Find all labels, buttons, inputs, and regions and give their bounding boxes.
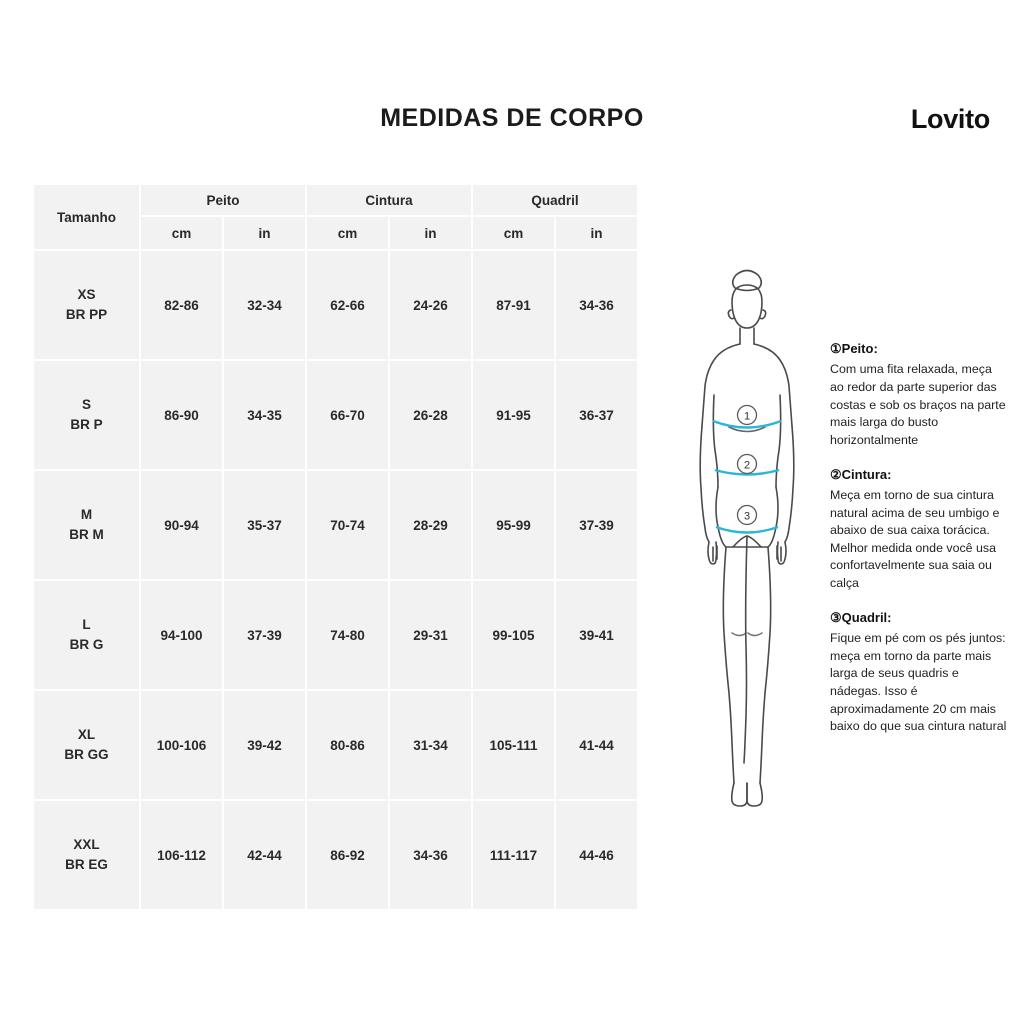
table-row <box>33 580 638 690</box>
note-cintura-body: Meça em torno de sua cintura natural acima de seu umbigo e abaixo de sua caixa torácica. Melhor medida onde você usa confortavelmente sua saia ou calça <box>830 487 1000 590</box>
cell-peito-cm: 90-94 <box>140 470 223 580</box>
note-quadril-title <box>830 609 1008 627</box>
cell-quadril-cm: 87-91 <box>472 250 555 360</box>
size-br-code: BR PP <box>65 307 108 322</box>
cell-quadril-cm: 111-117 <box>472 800 555 910</box>
note-quadril-body: Fique em pé com os pés juntos: meça em torno da parte mais larga de seus quadris e nádegas. Isso é aproximadamente 20 cm mais baixo do que sua cintura natural <box>830 631 1007 734</box>
column-group-cintura: Cintura <box>306 184 472 216</box>
size-table <box>32 183 639 911</box>
size-code: XS <box>77 287 96 303</box>
note-marker-2: ② <box>830 466 842 482</box>
cell-cintura-cm: 66-70 <box>306 360 389 470</box>
svg-text:1: 1 <box>743 410 751 423</box>
cell-quadril-in: 36-37 <box>555 360 638 470</box>
note-peito-label: Peito: <box>841 341 878 356</box>
row-size-label <box>33 250 140 360</box>
svg-text:3: 3 <box>743 510 751 523</box>
size-table-wrapper <box>32 183 639 911</box>
cell-cintura-in: 26-28 <box>389 360 472 470</box>
cell-quadril-in: 44-46 <box>555 800 638 910</box>
size-code: XL <box>77 727 96 743</box>
note-peito-title <box>830 340 1008 358</box>
column-group-quadril: Quadril <box>472 184 638 216</box>
row-size-label <box>33 360 140 470</box>
row-size-label <box>33 800 140 910</box>
body-diagram-svg <box>672 255 822 830</box>
note-peito-body: Com uma fita relaxada, meça ao redor da parte superior das costas e sob os braços na parte mais larga do busto horizontalmente <box>830 362 1006 447</box>
table-row <box>33 250 638 360</box>
table-group-header-row <box>33 184 638 216</box>
cell-quadril-in: 39-41 <box>555 580 638 690</box>
size-code: L <box>82 617 91 633</box>
note-cintura-title <box>830 466 1008 484</box>
cell-cintura-in: 29-31 <box>389 580 472 690</box>
column-group-peito: Peito <box>140 184 306 216</box>
cell-cintura-in: 28-29 <box>389 470 472 580</box>
size-br-code: BR EG <box>65 857 108 872</box>
unit-header-peito-cm: cm <box>140 216 223 250</box>
cell-quadril-in: 34-36 <box>555 250 638 360</box>
marker-3-group <box>738 506 757 525</box>
cell-cintura-cm: 70-74 <box>306 470 389 580</box>
note-quadril <box>830 609 1008 736</box>
size-br-code: BR G <box>69 637 104 652</box>
row-size-label <box>33 690 140 800</box>
unit-header-cintura-in: in <box>389 216 472 250</box>
cell-cintura-cm: 80-86 <box>306 690 389 800</box>
cell-cintura-in: 24-26 <box>389 250 472 360</box>
unit-header-quadril-in: in <box>555 216 638 250</box>
cell-quadril-cm: 99-105 <box>472 580 555 690</box>
table-row <box>33 360 638 470</box>
note-cintura <box>830 466 1008 593</box>
cell-peito-in: 37-39 <box>223 580 306 690</box>
unit-header-peito-in: in <box>223 216 306 250</box>
table-row <box>33 690 638 800</box>
size-br-code: BR M <box>69 527 104 542</box>
note-peito <box>830 340 1008 450</box>
cell-cintura-in: 34-36 <box>389 800 472 910</box>
svg-text:2: 2 <box>743 459 751 472</box>
cell-quadril-cm: 91-95 <box>472 360 555 470</box>
note-quadril-label: Quadril: <box>841 609 892 625</box>
table-row <box>33 470 638 580</box>
size-code: M <box>80 507 93 523</box>
page-title: MEDIDAS DE CORPO <box>380 104 644 132</box>
cell-peito-in: 39-42 <box>223 690 306 800</box>
cell-cintura-in: 31-34 <box>389 690 472 800</box>
size-br-code: BR P <box>70 417 103 432</box>
row-size-label <box>33 580 140 690</box>
unit-header-quadril-cm: cm <box>472 216 555 250</box>
cell-peito-in: 34-35 <box>223 360 306 470</box>
size-code: S <box>81 397 91 413</box>
cell-cintura-cm: 74-80 <box>306 580 389 690</box>
marker-1-group <box>738 406 757 425</box>
body-figure <box>672 255 822 830</box>
cell-quadril-cm: 105-111 <box>472 690 555 800</box>
cell-peito-cm: 86-90 <box>140 360 223 470</box>
cell-quadril-in: 41-44 <box>555 690 638 800</box>
note-marker-3: ③ <box>830 609 842 625</box>
measurement-notes <box>830 340 1008 752</box>
cell-quadril-cm: 95-99 <box>472 470 555 580</box>
row-size-label <box>33 470 140 580</box>
cell-peito-in: 32-34 <box>223 250 306 360</box>
unit-header-cintura-cm: cm <box>306 216 389 250</box>
note-cintura-label: Cintura: <box>841 466 892 482</box>
cell-peito-cm: 94-100 <box>140 580 223 690</box>
cell-cintura-cm: 86-92 <box>306 800 389 910</box>
cell-peito-cm: 106-112 <box>140 800 223 910</box>
cell-cintura-cm: 62-66 <box>306 250 389 360</box>
column-header-tamanho: Tamanho <box>33 184 140 250</box>
cell-peito-in: 42-44 <box>223 800 306 910</box>
marker-2-group <box>738 455 757 474</box>
note-marker-1: ① <box>830 341 842 356</box>
size-code: XXL <box>73 837 100 853</box>
size-br-code: BR GG <box>64 747 109 762</box>
cell-quadril-in: 37-39 <box>555 470 638 580</box>
cell-peito-in: 35-37 <box>223 470 306 580</box>
table-row <box>33 800 638 910</box>
brand-logo: Lovito <box>910 104 990 134</box>
cell-peito-cm: 82-86 <box>140 250 223 360</box>
cell-peito-cm: 100-106 <box>140 690 223 800</box>
